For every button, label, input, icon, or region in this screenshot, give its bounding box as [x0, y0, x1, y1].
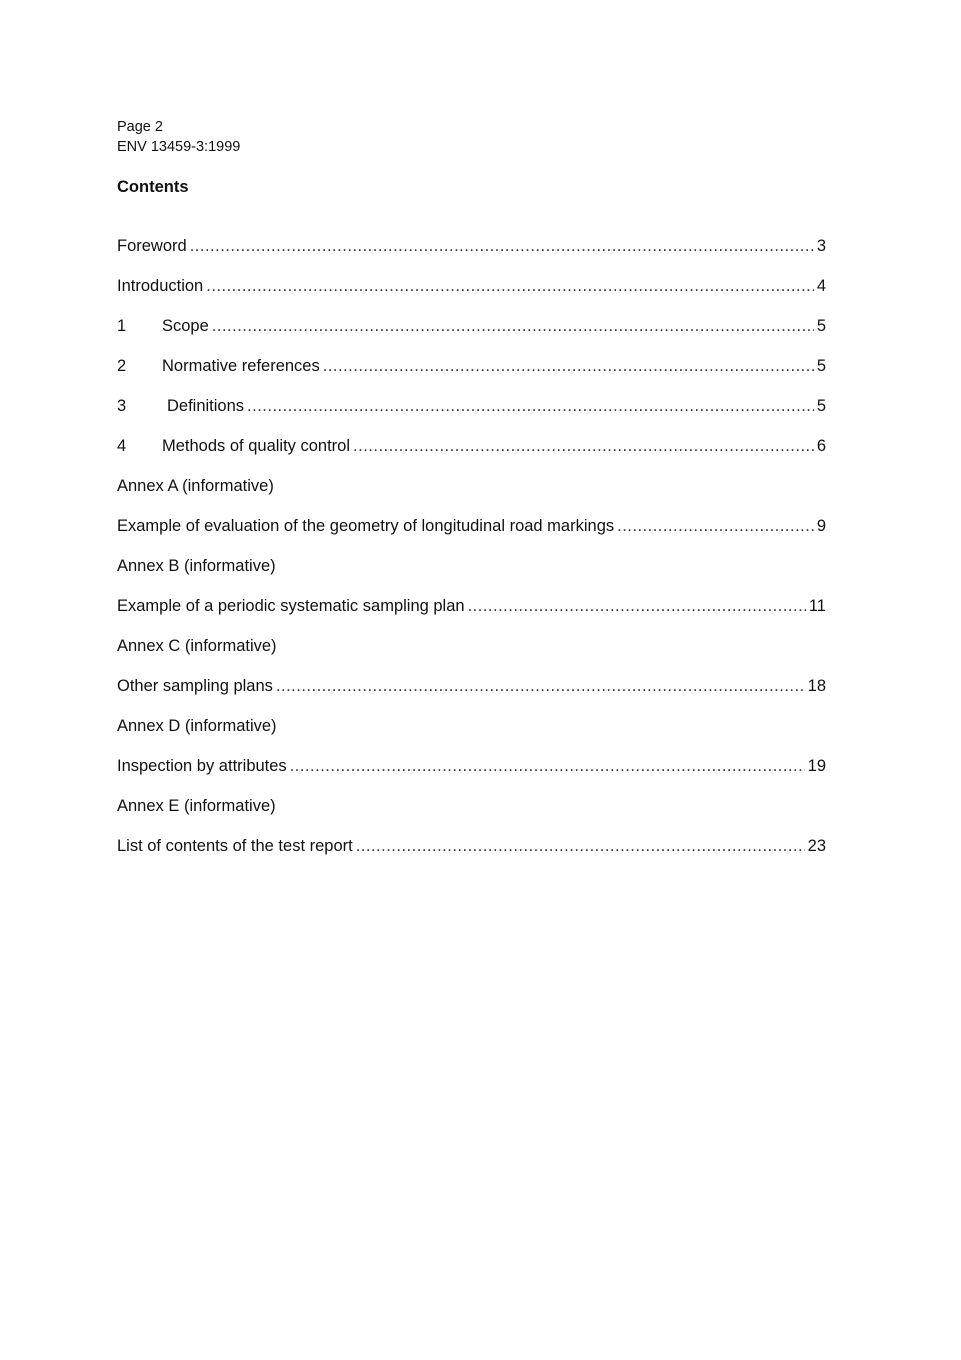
- toc-entry[interactable]: [117, 506, 826, 546]
- page-number-label: Page 2: [117, 119, 163, 135]
- toc-entry-page-number: 11: [808, 597, 826, 615]
- toc-entry-title: Methods of quality control: [162, 437, 351, 455]
- toc-annex-heading: [117, 706, 826, 746]
- toc-dot-leader: [617, 515, 814, 537]
- toc-entry-page-number: 5: [816, 317, 826, 335]
- toc-entry-title: Normative references: [162, 357, 320, 375]
- toc-entry-page-number: 23: [807, 837, 826, 855]
- toc-entry[interactable]: [117, 586, 826, 626]
- toc-entry-number: 1: [117, 317, 127, 335]
- toc-entry-page-number: 6: [816, 437, 826, 455]
- toc-entry-title: Foreword: [117, 237, 187, 255]
- toc-entry-page-number: 9: [816, 517, 826, 535]
- toc-entry-page-number: 19: [807, 757, 826, 775]
- toc-dot-leader: [212, 315, 814, 337]
- toc-entry-title: Definitions: [167, 397, 245, 415]
- toc-dot-leader: [206, 275, 814, 297]
- toc-entry[interactable]: [117, 746, 826, 786]
- toc-entry-page-number: 18: [807, 677, 826, 695]
- toc-entry-number: 2: [117, 357, 127, 375]
- toc-dot-leader: [276, 675, 805, 697]
- table-of-contents: [117, 226, 826, 866]
- toc-entry-title: List of contents of the test report: [117, 837, 353, 855]
- toc-annex-heading: [117, 546, 826, 586]
- toc-entry-page-number: 5: [816, 397, 826, 415]
- page-header: [117, 117, 240, 157]
- toc-entry[interactable]: [117, 666, 826, 706]
- toc-dot-leader: [290, 755, 805, 777]
- toc-dot-leader: [323, 355, 814, 377]
- toc-entry[interactable]: [117, 346, 826, 386]
- toc-annex-label: Annex A (informative): [117, 477, 274, 495]
- toc-annex-label: Annex E (informative): [117, 797, 276, 815]
- toc-annex-label: Annex D (informative): [117, 717, 277, 735]
- toc-annex-heading: [117, 626, 826, 666]
- toc-dot-leader: [356, 835, 805, 857]
- toc-entry[interactable]: [117, 386, 826, 426]
- toc-entry-title: Inspection by attributes: [117, 757, 287, 775]
- toc-entry-title: Other sampling plans: [117, 677, 273, 695]
- toc-entry-number: 3: [117, 397, 127, 415]
- toc-entry[interactable]: [117, 306, 826, 346]
- toc-entry-title: Introduction: [117, 277, 204, 295]
- toc-entry-title: Example of evaluation of the geometry of longitudinal road markings: [117, 517, 615, 535]
- toc-entry[interactable]: [117, 426, 826, 466]
- toc-entry-number: 4: [117, 437, 127, 455]
- toc-entry-title: Example of a periodic systematic sampling plan: [117, 597, 465, 615]
- toc-annex-heading: [117, 466, 826, 506]
- toc-entry-page-number: 3: [816, 237, 826, 255]
- toc-entry[interactable]: [117, 826, 826, 866]
- toc-annex-label: Annex C (informative): [117, 637, 277, 655]
- toc-annex-heading: [117, 786, 826, 826]
- toc-entry-page-number: 5: [816, 357, 826, 375]
- toc-dot-leader: [247, 395, 814, 417]
- document-id: ENV 13459-3:1999: [117, 139, 241, 155]
- toc-dot-leader: [468, 595, 806, 617]
- toc-dot-leader: [190, 235, 814, 257]
- toc-entry[interactable]: [117, 226, 826, 266]
- toc-entry[interactable]: [117, 266, 826, 306]
- toc-entry-page-number: 4: [816, 277, 826, 295]
- toc-dot-leader: [353, 435, 814, 457]
- toc-annex-label: Annex B (informative): [117, 557, 276, 575]
- toc-entry-title: Scope: [162, 317, 209, 335]
- contents-heading: Contents: [117, 178, 189, 196]
